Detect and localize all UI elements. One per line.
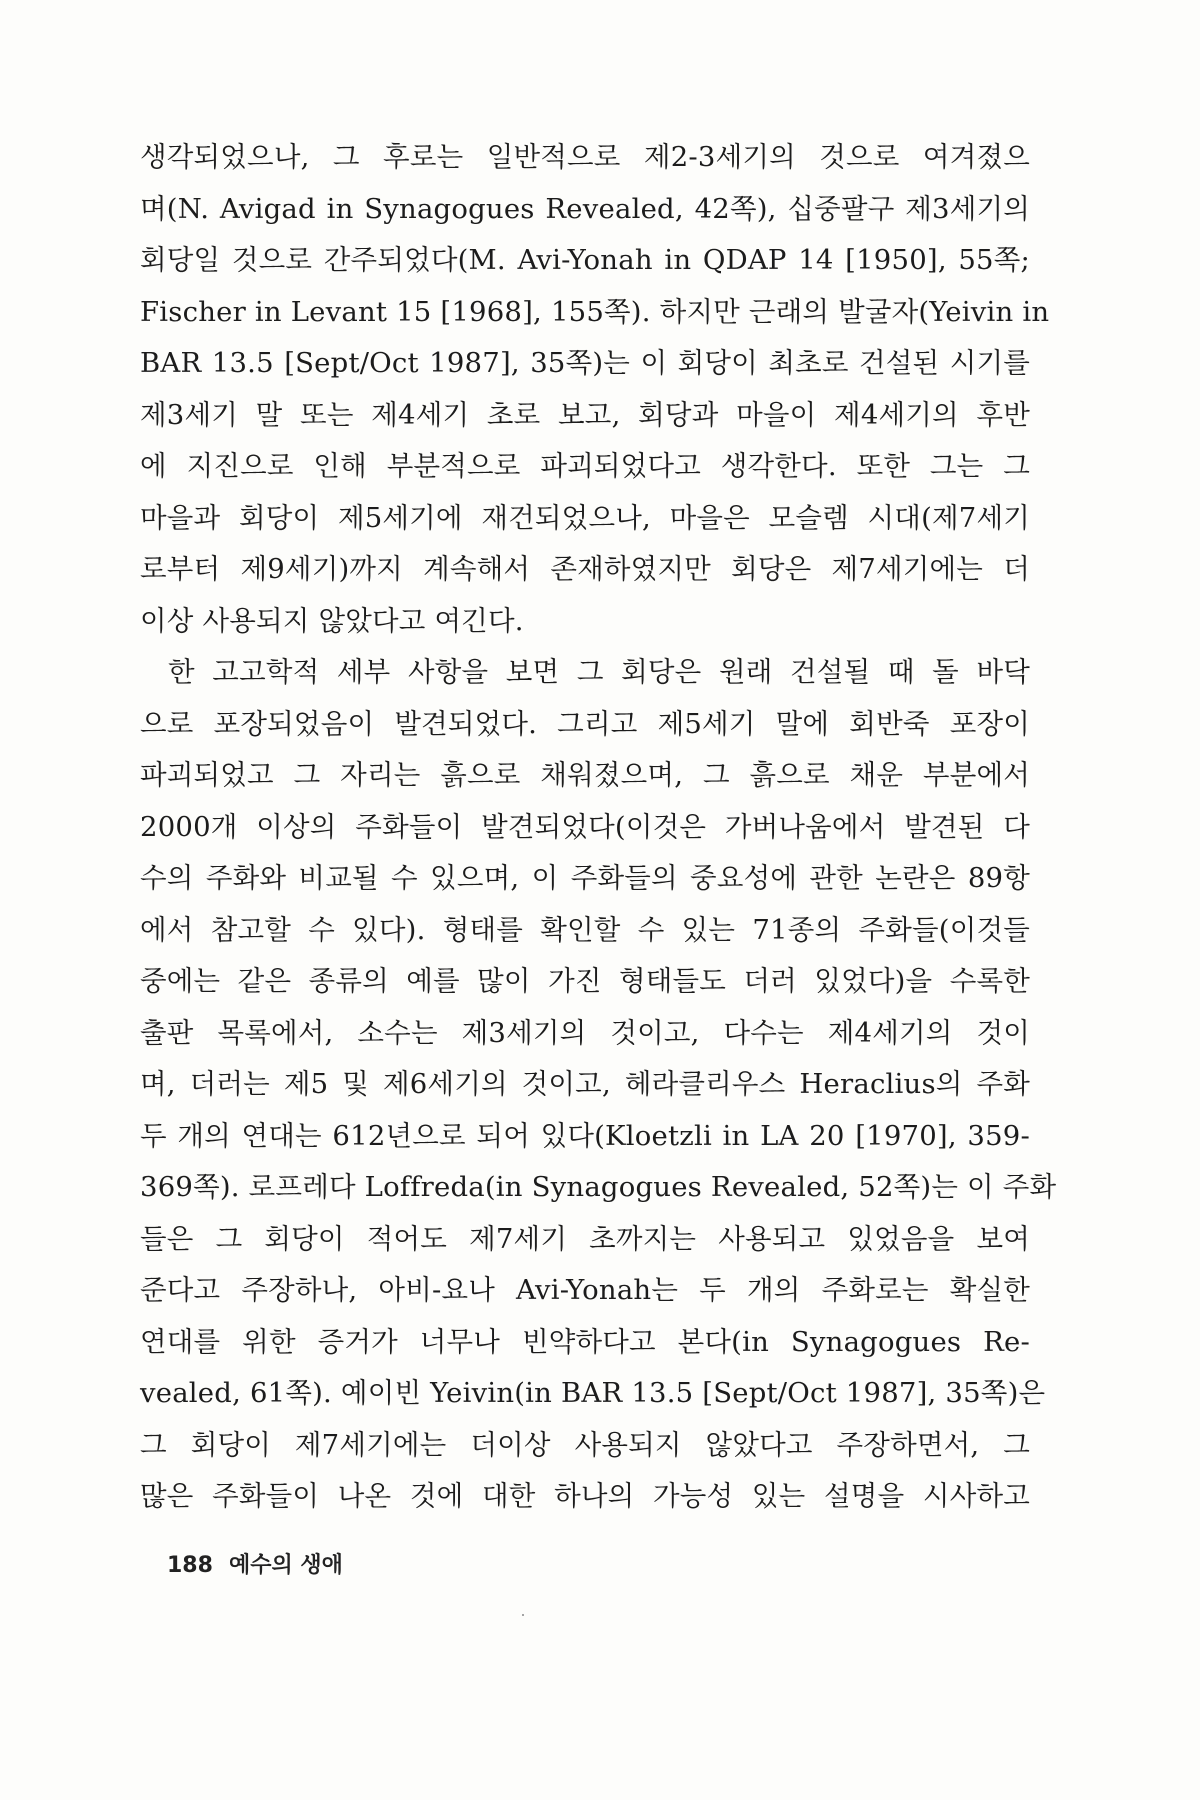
body-text (140, 132, 1057, 1523)
text-line: 중에는 같은 종류의 예를 많이 가진 형태들도 더러 있었다)을 수록한 (140, 965, 1030, 997)
text-line: 제3세기 말 또는 제4세기 초로 보고, 회당과 마을이 제4세기의 후반 (140, 398, 1030, 431)
text-line: 파괴되었고 그 자리는 흙으로 채워졌으며, 그 흙으로 채운 부분에서 (140, 759, 1030, 791)
scan-speck (522, 1614, 524, 1616)
text-line: 며(N. Avigad in Synagogues Revealed, 42쪽), 십중팔구 제3세기의 (140, 192, 1030, 225)
text-line: 로부터 제9세기)까지 계속해서 존재하였지만 회당은 제7세기에는 더 (140, 553, 1030, 585)
text-line: 생각되었으나, 그 후로는 일반적으로 제2-3세기의 것으로 여겨졌으 (140, 141, 1030, 173)
text-line: 에 지진으로 인해 부분적으로 파괴되었다고 생각한다. 또한 그는 그 (140, 450, 1030, 482)
text-line: 출판 목록에서, 소수는 제3세기의 것이고, 다수는 제4세기의 것이 (140, 1016, 1030, 1049)
text-line: Fischer in Levant 15 [1968], 155쪽). 하지만 근래의 발굴자(Yeivin in (140, 295, 1050, 328)
paragraph-2 (140, 647, 1057, 1523)
text-line: 준다고 주장하나, 아비-요나 Avi-Yonah는 두 개의 주화로는 확실한 (140, 1274, 1030, 1306)
text-line: 2000개 이상의 주화들이 발견되었다(이것은 가버나움에서 발견된 다 (140, 810, 1030, 843)
text-line: 이상 사용되지 않았다고 여긴다. (140, 604, 524, 637)
text-line: 수의 주화와 비교될 수 있으며, 이 주화들의 중요성에 관한 논란은 89항 (140, 862, 1030, 894)
text-line: 마을과 회당이 제5세기에 재건되었으나, 마을은 모슬렘 시대(제7세기 (140, 501, 1030, 534)
text-line: 에서 참고할 수 있다). 형태를 확인할 수 있는 71종의 주화들(이것들 (140, 913, 1030, 946)
page-footer (167, 1548, 343, 1579)
text-line: 회당일 것으로 간주되었다(M. Avi-Yonah in QDAP 14 [1950], 55쪽; (140, 244, 1030, 276)
text-line: 369쪽). 로프레다 Loffreda(in Synagogues Revealed, 52쪽)는 이 주화 (140, 1171, 1057, 1203)
text-line: 그 회당이 제7세기에는 더이상 사용되지 않았다고 주장하면서, 그 (140, 1428, 1030, 1461)
paragraph-1 (140, 132, 1050, 647)
text-line: 두 개의 연대는 612년으로 되어 있다(Kloetzli in LA 20 [1970], 359- (140, 1119, 1030, 1152)
text-line: vealed, 61쪽). 예이빈 Yeivin(in BAR 13.5 [Sept/Oct 1987], 35쪽)은 (140, 1377, 1046, 1409)
running-title: 예수의 생애 (228, 1553, 343, 1578)
text-line: 며, 더러는 제5 및 제6세기의 것이고, 헤라클리우스 Heraclius의 주화 (140, 1068, 1030, 1100)
text-line: BAR 13.5 [Sept/Oct 1987], 35쪽)는 이 회당이 최초로 건설된 시기를 (140, 347, 1030, 379)
text-line: 한 고고학적 세부 사항을 보면 그 회당은 원래 건설될 때 돌 바닥 (168, 656, 1030, 688)
page-number: 188 (167, 1553, 213, 1578)
text-line: 으로 포장되었음이 발견되었다. 그리고 제5세기 말에 회반죽 포장이 (140, 707, 1030, 740)
text-line: 들은 그 회당이 적어도 제7세기 초까지는 사용되고 있었음을 보여 (140, 1222, 1030, 1255)
text-line: 많은 주화들이 나온 것에 대한 하나의 가능성 있는 설명을 시사하고 (140, 1480, 1030, 1512)
text-line: 연대를 위한 증거가 너무나 빈약하다고 본다(in Synagogues Re- (140, 1325, 1030, 1358)
